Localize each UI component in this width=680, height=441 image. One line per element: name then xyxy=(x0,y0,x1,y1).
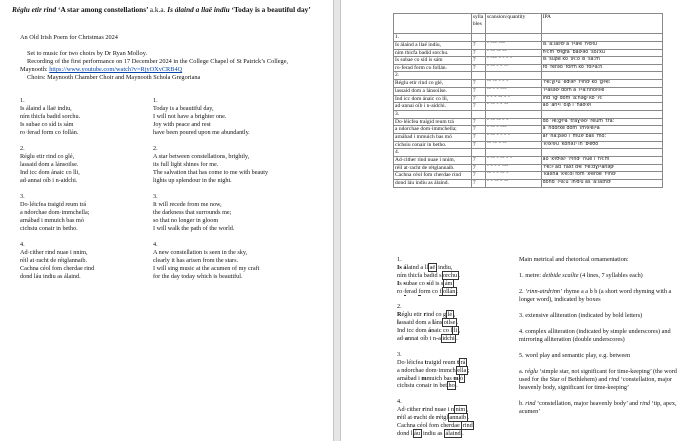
line-cell: ad·annai oíb i n-aidchi. xyxy=(394,103,472,111)
scansion-cell: ˘ ˉ˘ ˘ ˉ˘˘ xyxy=(485,126,541,134)
syllables-cell: 7 xyxy=(471,179,485,187)
table-row xyxy=(394,172,663,180)
verse-line: dond láu indiu as álaind. xyxy=(20,272,81,280)
empty-cell xyxy=(471,72,485,80)
verse-line: Cachna céol fom cherdae rind xyxy=(20,264,95,272)
line-cell: arnábad i mmuich bas mó xyxy=(394,133,472,141)
verse-line: A star between constellations, brightly, xyxy=(153,152,250,160)
scansion-cell: ˉ˘ ˉ˘ ˉ ˘ ˉ xyxy=(485,80,541,88)
ipa-cell: nʲiːm ˈθʲiɡfa ˈbaðʲəð ˈsoɾxu xyxy=(541,49,662,57)
scansion-cell: ˉ ˘ ˉ ˘ ˉ˘˘ xyxy=(485,164,541,172)
table-row xyxy=(394,42,663,50)
verse-line: a ndorchae dom·immchella; xyxy=(20,208,90,216)
verse-line: ním thicfa badid sorchu. xyxy=(20,112,81,120)
annotated-line: ním thicfa badid s orchu . xyxy=(397,271,461,279)
ipa-cell: a ˈndorxe dom ˈimʲxʲelˠa xyxy=(541,126,662,134)
annotated-line: ro·ferad form co f ollán . xyxy=(397,287,459,295)
table-row xyxy=(394,164,663,172)
empty-cell xyxy=(471,34,485,42)
line-cell: Cachna céol fom cherdae rind xyxy=(394,172,472,180)
verse-line: arnábad i mmuich bas mó xyxy=(20,216,84,224)
scansion-cell: ˘ ˉ ˉ˘ ˘ ˉ˘ xyxy=(485,179,541,187)
header-scansion: scansion/quantity xyxy=(485,14,541,34)
empty-cell xyxy=(485,110,541,118)
metrics-table-body xyxy=(394,34,663,188)
syllables-cell: 7 xyxy=(471,57,485,65)
syllables-cell: 7 xyxy=(471,164,485,172)
note-2-term: ‘rinn-airdrinn’ xyxy=(525,288,563,295)
line-cell: ním thicfa badid sorchu. xyxy=(394,49,472,57)
notes-heading: Main metrical and rhetorical ornamentation: xyxy=(519,256,629,263)
table-row xyxy=(394,118,663,126)
stanza-number: 3. xyxy=(397,350,402,358)
english-stanza-1 xyxy=(153,97,250,137)
table-row xyxy=(394,179,663,187)
ipa-cell: að ˈkʲiθʲəɾʲ ˈrʲindʲ ˈnue i ˈnʲiːm xyxy=(541,157,662,165)
table-row xyxy=(394,64,663,72)
stanza-number: 1. xyxy=(20,97,25,104)
annotated-line: arnábad i mmuich bas m ó xyxy=(397,374,464,382)
annotated-line: ad·annai oíb i n-a idchi . xyxy=(397,335,458,343)
annotated-line: Ind icc dom ánaic co l li , xyxy=(397,327,461,335)
line-cell: Is subae co síd is sám xyxy=(394,57,472,65)
annotated-line: a ndorchae dom·immch ella ; xyxy=(397,366,470,374)
syllables-cell: 7 xyxy=(471,172,485,180)
verse-line: réil at·racht de rétglannaib. xyxy=(20,256,87,264)
note-b-suffix: ‘tip, apex, acumen’ xyxy=(519,400,677,415)
syllables-cell: 7 xyxy=(471,95,485,103)
irish-stanza-4 xyxy=(20,241,94,281)
annotated-line: réil at·racht de rétgl annaib . xyxy=(397,414,470,422)
verse-line: Do·léicfea traigid reum trá xyxy=(20,200,87,208)
annotated-line: dond l áu indiu as álaind . xyxy=(397,429,464,437)
empty-cell xyxy=(485,149,541,157)
stanza-number: 2. xyxy=(153,145,158,152)
document-page-1 xyxy=(0,0,334,441)
line-cell: dond láu indiu as álaind. xyxy=(394,179,472,187)
annotated-line: Réglu etir rind co g lé , xyxy=(397,311,456,319)
table-row xyxy=(394,126,663,134)
note-1-term: deibide scaílte xyxy=(542,272,579,279)
ipa-cell: dond ˈlˠaːu ˈinʲdʲu as ˈaːlaɪndʲ xyxy=(541,179,662,187)
title-english: ‘A star among constellations’ xyxy=(58,5,148,14)
syllables-cell: 7 xyxy=(471,141,485,149)
recording-paragraph xyxy=(20,58,312,74)
scansion-cell: ˘ ˉ ˘ ˉ˘ ˘ ˉ xyxy=(485,95,541,103)
verse-line: lights up splendour in the night. xyxy=(153,176,232,184)
table-row xyxy=(394,103,663,111)
verse-line: its full light shines for me. xyxy=(153,160,219,168)
annotated-stanza-1 xyxy=(397,256,474,296)
verse-line: so that no longer in gloom xyxy=(153,216,219,224)
verse-line: ad·annai oíb i n-aidchi. xyxy=(20,176,78,184)
note-5b xyxy=(519,400,677,416)
note-b-term2: rind xyxy=(639,400,651,407)
note-2-suffix: rhyme a a b b (a short word rhyming with a longer word), indicated by boxes xyxy=(519,288,672,303)
note-2 xyxy=(519,288,677,304)
table-row xyxy=(394,133,663,141)
table-header-row xyxy=(394,14,663,34)
ipa-cell: ˈrʲeːlʲ ad ˈraxt dʲe ˈrʲeːdɣlˠanəβʲ xyxy=(541,164,662,172)
ipa-cell: að ˈanˠi ˈoiβ i ˈnaðʲxʲi xyxy=(541,103,662,111)
note-b-mid: ‘constellation, major heavenly body’ and xyxy=(537,400,639,407)
syllables-cell: 7 xyxy=(471,133,485,141)
annotated-line: Is álaind a ll aë indiu, xyxy=(397,263,453,271)
note-a-term2: rind xyxy=(608,376,620,383)
line-cell: cichsiu conair in betho. xyxy=(394,141,472,149)
verse-line: cichsiu conair in betho. xyxy=(20,224,78,232)
english-stanza-4 xyxy=(153,241,259,281)
stanza-number: 4. xyxy=(153,241,158,248)
stanza-number: 3. xyxy=(20,193,25,200)
verse-line: I will not have a brighter one. xyxy=(153,112,227,120)
line-cell: Is álaind a llaë indiu, xyxy=(394,42,472,50)
line-cell: Réglu etir rind co glé, xyxy=(394,80,472,88)
line-cell: Ind icc dom ánaic co lli, xyxy=(394,95,472,103)
table-row xyxy=(394,49,663,57)
verse-line: The salvation that has come to me with beauty xyxy=(153,168,269,176)
syllables-cell: 7 xyxy=(471,49,485,57)
title-alt-irish: Is álaind a llaë indiu xyxy=(167,5,230,14)
title-alt-english: ‘Today is a beautiful day’ xyxy=(231,5,311,14)
recording-text: Recording of the first performance on 17 December 2024 in the College Chapel of St Patrick’s College, Maynooth: xyxy=(20,58,289,74)
annotated-line: lassaid dom a láns oilse . xyxy=(397,319,459,327)
table-group-number-row xyxy=(394,110,663,118)
ornamentation-notes xyxy=(519,256,677,424)
stanza-number: 2. xyxy=(397,303,402,311)
ipa-cell: ˈlˠasəðʲ dom a ˈlˠaːnholʲsʲe xyxy=(541,87,662,95)
scansion-cell: ˉ˘ ˉ ˘ ˉ˘ ˉ xyxy=(485,172,541,180)
stanza-number: 1. xyxy=(397,256,402,263)
table-row xyxy=(394,57,663,65)
verse-line: Réglu etir rind co glé, xyxy=(20,152,75,160)
verse-line: Ad·cither rind nuae i nnim, xyxy=(20,248,88,256)
syllables-cell: 7 xyxy=(471,87,485,95)
group-number: 2. xyxy=(394,72,472,80)
metrics-table xyxy=(393,13,663,188)
line-cell: réil at·racht de rétglannaib. xyxy=(394,164,472,172)
line-cell: Ad·cither rind nuae i nnim, xyxy=(394,157,472,165)
line-cell: ro·ferad form co follán. xyxy=(394,64,472,72)
annotated-stanza-4 xyxy=(397,398,474,438)
note-a-suffix: ‘constellation, major heavenly body, significant for time-keeping’ xyxy=(519,376,672,391)
header-ipa: IPA xyxy=(541,14,662,34)
empty-cell xyxy=(485,72,541,80)
table-row xyxy=(394,80,663,88)
irish-stanza-1 xyxy=(20,97,80,137)
verse-line: the darkness that surrounds me; xyxy=(153,208,232,216)
ipa-cell: ind ˈiɡʲ dom ˈaːnəɡʲ ko ˈlʲiː xyxy=(541,95,662,103)
empty-cell xyxy=(541,72,662,80)
note-1 xyxy=(519,272,677,280)
stanza-number: 1. xyxy=(153,97,158,104)
stanza-number: 4. xyxy=(397,398,402,406)
empty-cell xyxy=(471,149,485,157)
table-group-number-row xyxy=(394,34,663,42)
annotated-poem xyxy=(397,256,474,441)
group-number: 1. xyxy=(394,34,472,42)
syllables-cell: 7 xyxy=(471,64,485,72)
scansion-cell: ˉ˘ ˉ ˘ ˉˉ˘ xyxy=(485,87,541,95)
subtitle: An Old Irish Poem for Christmas 2024 xyxy=(20,34,118,41)
empty-cell xyxy=(471,110,485,118)
english-stanza-2 xyxy=(153,145,268,185)
syllables-cell: 7 xyxy=(471,42,485,50)
note-a-prefix: a. xyxy=(519,368,524,375)
scansion-cell: ˘ ˉ˘ ˉ ˘ ˉˉ xyxy=(485,64,541,72)
verse-line: clearly it has arisen from the stars. xyxy=(153,256,239,264)
annotated-stanza-3 xyxy=(397,351,474,391)
table-group-number-row xyxy=(394,72,663,80)
verse-line: Is subae co síd is sám xyxy=(20,120,74,128)
poem-title xyxy=(12,5,327,15)
title-aka: a.k.a. xyxy=(149,5,166,14)
note-1-suffix: (4 lines, 7 syllables each) xyxy=(580,272,643,279)
empty-cell xyxy=(541,149,662,157)
irish-stanza-3 xyxy=(20,193,89,233)
annotated-line: Is subae co síd is s ám xyxy=(397,279,453,287)
annotated-line: Ad·cither rind nuae i n nim , xyxy=(397,406,469,414)
title-irish: Réglu etir rind xyxy=(12,5,57,14)
line-cell: a ndorchae dom·immchella; xyxy=(394,126,472,134)
syllables-cell: 7 xyxy=(471,80,485,88)
ipa-cell: is ˈaːlaɪʲdʲ a ˈlˠaʲe ˈnʲdʲiu xyxy=(541,42,662,50)
note-4: 4. complex alliteration (indicated by simple underscores) and mirroring alliteration (double underscores) xyxy=(519,328,671,343)
note-b-term: rind xyxy=(525,400,536,407)
header-line xyxy=(394,14,472,34)
group-number: 4. xyxy=(394,149,472,157)
scansion-cell: ˘ ˉ˘˘ ˉ˘˘ xyxy=(485,42,541,50)
note-3: 3. extensive alliteration (indicated by bold letters) xyxy=(519,312,643,319)
scansion-cell: ˘ ˉ˘ ˉ ˘ ˉ˘ xyxy=(485,103,541,111)
table-row xyxy=(394,87,663,95)
syllables-cell: 7 xyxy=(471,157,485,165)
table-row xyxy=(394,95,663,103)
syllables-cell: 7 xyxy=(471,126,485,134)
verse-line: for the day today which is beautiful. xyxy=(153,272,243,280)
scansion-cell: ˘ ˉ˘ ˘ ˉ ˘ ˉ xyxy=(485,133,541,141)
annotated-stanza-2 xyxy=(397,303,474,343)
verse-line: I will sing music at the acumen of my craft xyxy=(153,264,260,272)
scansion-cell: ˉ ˉ˘ ˉ˘ ˉ˘ xyxy=(485,49,541,57)
note-5a xyxy=(519,368,677,392)
ipa-cell: is ˈsuβe ko ˈsʲiːð is ˈsaːm xyxy=(541,57,662,65)
verse-line: lassaid dom a lánsoilse. xyxy=(20,160,79,168)
line-cell: Do·léicfea traigid reum trá xyxy=(394,118,472,126)
set-to-music-text: Set to music for two choirs by Dr Ryan Molloy. xyxy=(27,50,148,57)
verse-line: Joy with peace and rest xyxy=(153,120,211,128)
document-page-2 xyxy=(340,0,680,441)
stanza-number: 3. xyxy=(153,193,158,200)
annotated-line: cichsiu conair in bet ho . xyxy=(397,382,458,390)
scansion-cell: ˘ ˉ˘˘ ˘ ˉ ˘ ˉ xyxy=(485,57,541,65)
empty-cell xyxy=(541,34,662,42)
table-row xyxy=(394,157,663,165)
line-cell: lassaid dom a lánsoilse. xyxy=(394,87,472,95)
empty-cell xyxy=(541,110,662,118)
verse-line: Ind icc dom ánaic co lli, xyxy=(20,168,80,176)
recording-link[interactable]: https://www.youtube.com/watch?v=RjyOXvCRB4Q xyxy=(49,66,183,74)
annotated-line: Do·léicfea traigid reum t rá xyxy=(397,358,466,366)
ipa-cell: ˈkʲixʲsʲu ˈkonəɾʲ in ˈbʲeθo xyxy=(541,141,662,149)
english-stanza-3 xyxy=(153,193,234,233)
table-row xyxy=(394,141,663,149)
note-2-prefix: 2. xyxy=(519,288,524,295)
ipa-cell: ar ˈnaːβəð i ˈmuxʲ bas ˈmoː xyxy=(541,133,662,141)
verse-line: Today is a beautiful day, xyxy=(153,104,214,112)
note-a-term: réglu xyxy=(524,368,538,375)
header-syllables: sylla bles xyxy=(471,14,485,34)
verse-line: have been poured upon me abundantly. xyxy=(153,128,250,136)
note-5: 5. word play and semantic play, e.g. between xyxy=(519,352,631,359)
verse-line: I will walk the path of the world. xyxy=(153,224,235,232)
verse-line: Is álaind a llaë indiu, xyxy=(20,104,72,112)
verse-line: It will recede from me now, xyxy=(153,200,222,208)
note-a-mid: ‘simple star, not significant for time-keeping’ (the word used for the Star of Bethlehem) and xyxy=(519,368,677,383)
annotated-line: Cachna céol fom cherdae rind xyxy=(397,421,473,429)
choirs-text: Choirs: Maynooth Chamber Choir and Maynooth Schola Gregoriana xyxy=(27,74,201,81)
irish-stanza-2 xyxy=(20,145,80,185)
ipa-cell: ˈkaxna ˈkʲeːol fom ˈxʲerðe ˈrʲindʲ xyxy=(541,172,662,180)
scansion-cell: ˘ ˉ˘ ˉ˘ ˉ ˉ xyxy=(485,118,541,126)
verse-line: A new constellation is seen in the sky, xyxy=(153,248,248,256)
group-number: 3. xyxy=(394,110,472,118)
table-group-number-row xyxy=(394,149,663,157)
syllables-cell: 7 xyxy=(471,118,485,126)
stanza-number: 4. xyxy=(20,241,25,248)
note-b-prefix: b. xyxy=(519,400,524,407)
ipa-cell: do ˈlʲeːɡʲfʲa ˈtraɣʲəðʲ ˈreum ˈtraː xyxy=(541,118,662,126)
ipa-cell: ro ˈferəð ˈform ko ˈfolˠaːn xyxy=(541,64,662,72)
note-1-prefix: 1. metre: xyxy=(519,272,541,279)
verse-line: ro·ferad form co follán. xyxy=(20,128,79,136)
scansion-cell: ˉ˘ ˉ˘ ˘ ˉ˘ xyxy=(485,141,541,149)
scansion-cell: ˘ ˉ˘ ˉ ˉ˘ ˘ ˉ xyxy=(485,157,541,165)
stanza-number: 2. xyxy=(20,145,25,152)
ipa-cell: ˈrʲeːɣlˠu ˈedʲərʲ ˈrʲindʲ ko ˈɡʲlʲeː xyxy=(541,80,662,88)
syllables-cell: 7 xyxy=(471,103,485,111)
empty-cell xyxy=(485,34,541,42)
